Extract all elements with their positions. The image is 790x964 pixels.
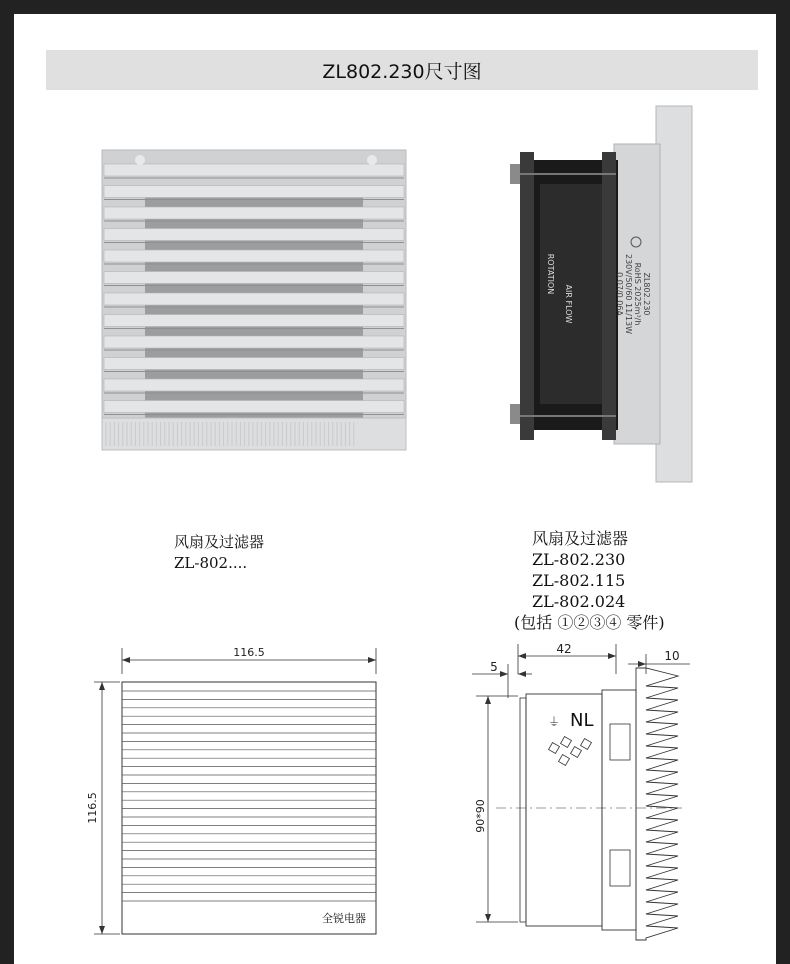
side-caption-model-2: ZL-802.115 bbox=[532, 571, 626, 590]
fan-label-line-1: ZL802.230 bbox=[642, 272, 651, 316]
fan-label-line-3: 230V/50/60 11/13W bbox=[624, 254, 633, 334]
side-caption-title: 风扇及过滤器 bbox=[532, 529, 629, 548]
grille-slat bbox=[104, 272, 404, 284]
front-dimension-drawing bbox=[80, 642, 390, 942]
grille-slat bbox=[104, 336, 404, 348]
grille-slat bbox=[104, 401, 404, 413]
filter-front-photo bbox=[100, 148, 410, 454]
grille-slat bbox=[104, 250, 404, 262]
side-dimension-drawing bbox=[460, 640, 690, 950]
front-caption bbox=[174, 532, 264, 574]
fan-side-photo bbox=[496, 104, 696, 484]
front-width-dim: 116.5 bbox=[233, 646, 265, 659]
side-mount-dim: 90*90 bbox=[474, 799, 487, 833]
grille-slat bbox=[104, 293, 404, 305]
fan-label-line-4: 0.07/0.06A bbox=[615, 272, 624, 316]
grille-slat bbox=[104, 164, 404, 176]
front-drawing-brand: 全锐电器 bbox=[322, 912, 366, 925]
rotation-text: ROTATION bbox=[546, 253, 555, 295]
terminal-label: NL bbox=[570, 710, 594, 731]
terminal-blocks bbox=[549, 737, 592, 766]
airflow-text: AIR FLOW bbox=[564, 284, 573, 324]
side-caption-model-1: ZL-802.230 bbox=[532, 550, 626, 569]
front-height-dim: 116.5 bbox=[86, 792, 99, 824]
front-caption-title: 风扇及过滤器 bbox=[174, 533, 265, 551]
side-caption bbox=[514, 528, 665, 633]
page-title: ZL802.230尺寸图 bbox=[322, 60, 482, 83]
louver-cover-outline bbox=[636, 668, 678, 940]
grille-slat bbox=[104, 207, 404, 219]
grille-slat bbox=[104, 229, 404, 241]
side-flange-dim: 5 bbox=[490, 660, 498, 674]
grille-slat bbox=[104, 186, 404, 198]
product-page bbox=[14, 14, 776, 964]
ground-icon: ⏚ bbox=[548, 715, 561, 729]
side-caption-parts-note: (包括 ①②③④ 零件) bbox=[514, 613, 665, 632]
grille-slat bbox=[104, 315, 404, 327]
side-depth-dim: 42 bbox=[556, 642, 572, 656]
grille-slat bbox=[104, 358, 404, 370]
grille-slat bbox=[104, 379, 404, 391]
front-caption-model: ZL-802.... bbox=[174, 554, 248, 572]
side-cover-dim: 10 bbox=[664, 649, 680, 663]
title-banner bbox=[46, 50, 758, 90]
fan-label-line-2: RoHS 2025m³/h bbox=[633, 262, 642, 326]
side-caption-model-3: ZL-802.024 bbox=[532, 592, 626, 611]
